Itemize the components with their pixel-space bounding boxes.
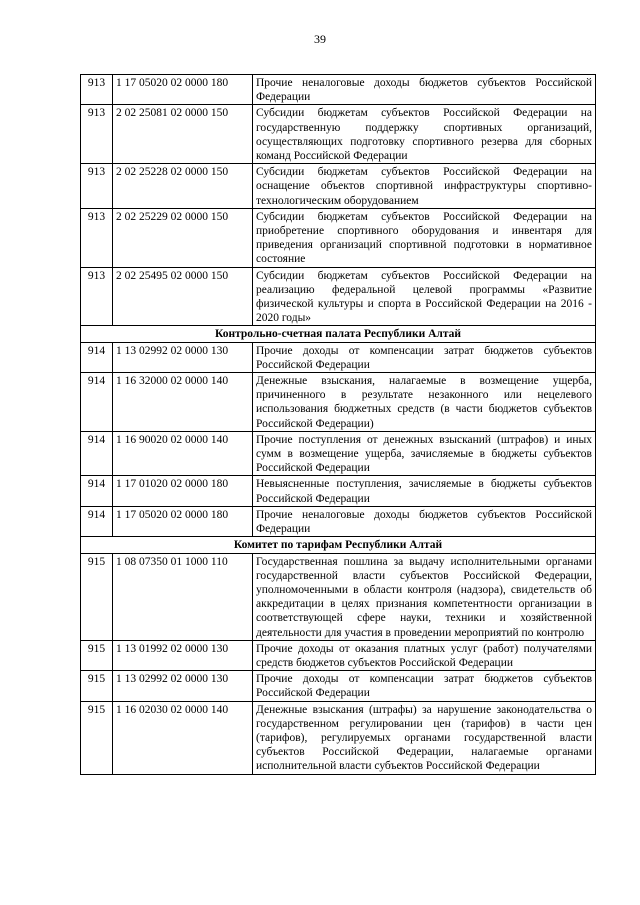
- table-row: [81, 671, 596, 701]
- table-row: [81, 342, 596, 372]
- budget-code-cell: 1 16 32000 02 0000 140: [113, 373, 253, 432]
- description-cell: Прочие доходы от оказания платных услуг (работ) получателями средств бюджетов субъектов Российской Федерации: [253, 640, 596, 670]
- revenue-codes-table: [80, 74, 596, 775]
- table-row: [81, 553, 596, 640]
- description-cell: Прочие неналоговые доходы бюджетов субъектов Российской Федерации: [253, 75, 596, 105]
- description-cell: Субсидии бюджетам субъектов Российской Федерации на государственную поддержку спортивных организаций, осуществляющих подготовку спортивного резерва для сборных команд Российской Федерации: [253, 105, 596, 164]
- table-row: [81, 208, 596, 267]
- description-cell: Денежные взыскания, налагаемые в возмещение ущерба, причиненного в результате незаконного или нецелевого использования бюджетных средств (в части бюджетов субъектов Российской Федерации): [253, 373, 596, 432]
- description-cell: Государственная пошлина за выдачу исполнительными органами государственной власти субъектов Российской Федерации, уполномоченными в области контроля (надзора), свидетельств об аккредитации в целях признания компетентности организации в соответствующей сфере науки, техники и хозяйственной деятельности для участия в проведении мероприятий по контролю: [253, 553, 596, 640]
- description-cell: Денежные взыскания (штрафы) за нарушение законодательства о государственном регулировании цен (тарифов) в части цен (тарифов), регулируемых органами государственной власти субъектов Российской Федерации, налагаемые органами исполнительной власти субъектов Российской Федерации: [253, 701, 596, 774]
- description-cell: Прочие доходы от компенсации затрат бюджетов субъектов Российской Федерации: [253, 342, 596, 372]
- admin-code-cell: 915: [81, 553, 113, 640]
- admin-code-cell: 913: [81, 75, 113, 105]
- table-row: [81, 373, 596, 432]
- description-cell: Прочие доходы от компенсации затрат бюджетов субъектов Российской Федерации: [253, 671, 596, 701]
- budget-code-cell: 1 16 90020 02 0000 140: [113, 431, 253, 476]
- section-header-row: [81, 326, 596, 342]
- section-title: Комитет по тарифам Республики Алтай: [81, 537, 596, 553]
- admin-code-cell: 913: [81, 164, 113, 209]
- description-cell: Субсидии бюджетам субъектов Российской Федерации на приобретение спортивного оборудования и инвентаря для приведения организаций спортивной подготовки в нормативное состояние: [253, 208, 596, 267]
- section-header-row: [81, 537, 596, 553]
- budget-code-cell: 1 13 01992 02 0000 130: [113, 640, 253, 670]
- table-row: [81, 640, 596, 670]
- budget-code-cell: 1 08 07350 01 1000 110: [113, 553, 253, 640]
- table-row: [81, 105, 596, 164]
- budget-code-cell: 1 13 02992 02 0000 130: [113, 342, 253, 372]
- budget-code-cell: 2 02 25495 02 0000 150: [113, 267, 253, 326]
- table-body: [81, 75, 596, 775]
- admin-code-cell: 914: [81, 342, 113, 372]
- admin-code-cell: 913: [81, 267, 113, 326]
- description-cell: Субсидии бюджетам субъектов Российской Федерации на реализацию федеральной целевой программы «Развитие физической культуры и спорта в Российской Федерации на 2016 - 2020 годы»: [253, 267, 596, 326]
- budget-code-cell: 2 02 25081 02 0000 150: [113, 105, 253, 164]
- table-row: [81, 431, 596, 476]
- admin-code-cell: 913: [81, 105, 113, 164]
- budget-code-cell: 2 02 25229 02 0000 150: [113, 208, 253, 267]
- description-cell: Прочие неналоговые доходы бюджетов субъектов Российской Федерации: [253, 506, 596, 536]
- table-row: [81, 164, 596, 209]
- admin-code-cell: 915: [81, 671, 113, 701]
- budget-code-cell: 1 13 02992 02 0000 130: [113, 671, 253, 701]
- budget-code-cell: 1 17 05020 02 0000 180: [113, 75, 253, 105]
- table-row: [81, 701, 596, 774]
- section-title: Контрольно-счетная палата Республики Алтай: [81, 326, 596, 342]
- table-row: [81, 267, 596, 326]
- budget-code-cell: 2 02 25228 02 0000 150: [113, 164, 253, 209]
- description-cell: Субсидии бюджетам субъектов Российской Федерации на оснащение объектов спортивной инфраструктуры спортивно-технологическим оборудованием: [253, 164, 596, 209]
- budget-code-cell: 1 17 01020 02 0000 180: [113, 476, 253, 506]
- description-cell: Невыясненные поступления, зачисляемые в бюджеты субъектов Российской Федерации: [253, 476, 596, 506]
- admin-code-cell: 914: [81, 476, 113, 506]
- admin-code-cell: 914: [81, 506, 113, 536]
- admin-code-cell: 915: [81, 640, 113, 670]
- table-row: [81, 75, 596, 105]
- admin-code-cell: 913: [81, 208, 113, 267]
- budget-code-cell: 1 16 02030 02 0000 140: [113, 701, 253, 774]
- admin-code-cell: 914: [81, 373, 113, 432]
- admin-code-cell: 915: [81, 701, 113, 774]
- description-cell: Прочие поступления от денежных взысканий (штрафов) и иных сумм в возмещение ущерба, зачисляемые в бюджеты субъектов Российской Федерации: [253, 431, 596, 476]
- table-row: [81, 506, 596, 536]
- table-row: [81, 476, 596, 506]
- admin-code-cell: 914: [81, 431, 113, 476]
- budget-code-cell: 1 17 05020 02 0000 180: [113, 506, 253, 536]
- page-number: 39: [314, 32, 326, 46]
